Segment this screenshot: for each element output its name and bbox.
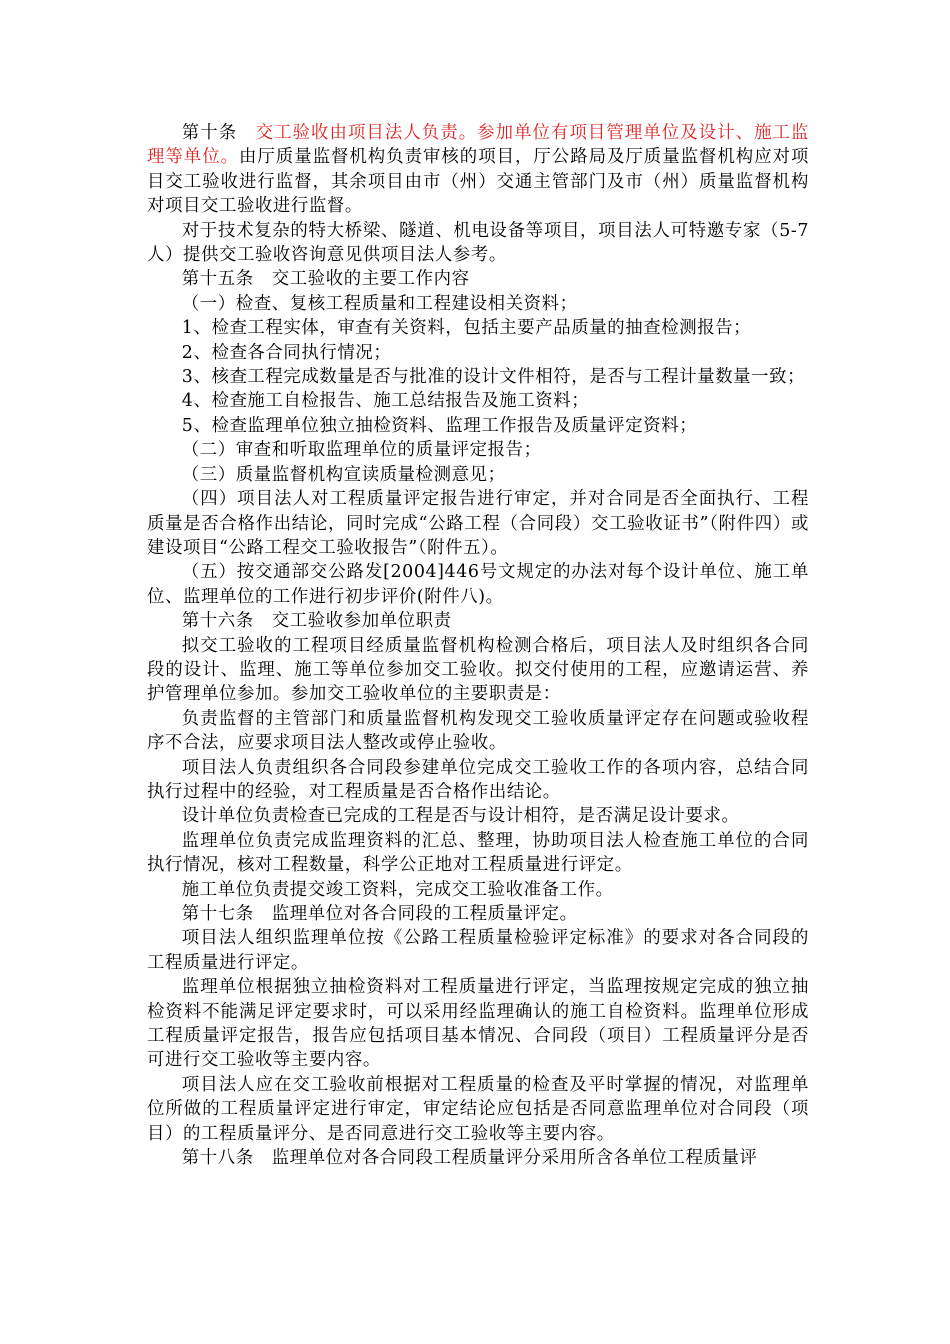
paragraph: 监理单位根据独立抽检资料对工程质量进行评定，当监理按规定完成的独立抽检资料不能满足评定要求时，可以采用经监理确认的施工自检资料。监理单位形成工程质量评定报告，报告应包括项目基本情况、合同段（项目）工程质量评分是否可进行交工验收等主要内容。	[147, 977, 809, 1071]
list-item: （四）项目法人对工程质量评定报告进行审定，并对合同是否全面执行、工程质量是否合格作出结论，同时完成“公路工程（合同段）交工验收证书”（附件四）或建设项目“公路工程交工验收报告”（附件五）。	[147, 489, 809, 558]
article-10-highlight: 交工验收由项目法人负责。参加单位有项目管理单位及设计、施工监理等单位。	[147, 123, 809, 168]
document-page	[147, 121, 809, 1170]
paragraph: 拟交工验收的工程项目经质量监督机构检测合格后，项目法人及时组织各合同段的设计、监理、施工等单位参加交工验收。拟交付使用的工程，应邀请运营、养护管理单位参加。参加交工验收单位的主要职责是：	[147, 635, 809, 705]
list-item: （五）按交通部交公路发[2004]446号文规定的办法对每个设计单位、施工单位、监理单位的工作进行初步评价(附件八)。	[147, 562, 809, 607]
list-item: （一）检查、复核工程质量和工程建设相关资料；	[181, 293, 578, 314]
list-item: 4、检查施工自检报告、施工总结报告及施工资料；	[181, 391, 590, 412]
paragraph: 对于技术复杂的特大桥梁、隧道、机电设备等项目，项目法人可特邀专家（5-7人）提供交工验收咨询意见供项目法人参考。	[147, 220, 809, 266]
list-item: 1、检查工程实体，审查有关资料，包括主要产品质量的抽查检测报告；	[181, 318, 752, 339]
article-10	[147, 121, 809, 219]
article-17-heading: 第十七条 监理单位对各合同段的工程质量评定。	[181, 904, 578, 924]
paragraph: 项目法人负责组织各合同段参建单位完成交工验收工作的各项内容，总结合同执行过程中的经验，对工程质量是否合格作出结论。	[147, 757, 809, 802]
paragraph: 设计单位负责检查已完成的工程是否与设计相符，是否满足设计要求。	[181, 806, 740, 827]
paragraph: 项目法人应在交工验收前根据对工程质量的检查及平时掌握的情况，对监理单位所做的工程质量评定进行审定，审定结论应包括是否同意监理单位对合同段（项目）的工程质量评分、是否同意进行交工验收等主要内容。	[147, 1074, 809, 1144]
article-15-heading: 第十五条 交工验收的主要工作内容	[181, 269, 470, 290]
list-item: 3、核查工程完成数量是否与批准的设计文件相符，是否与工程计量数量一致；	[181, 367, 806, 388]
article-10-rest: 由厅质量监督机构负责审核的项目，厅公路局及厅质量监督机构应对项目交工验收进行监督，其余项目由市（州）交通主管部门及市（州）质量监督机构对项目交工验收进行监督。	[147, 147, 809, 217]
paragraph: 监理单位负责完成监理资料的汇总、整理，协助项目法人检查施工单位的合同执行情况，核对工程数量，科学公正地对工程质量进行评定。	[147, 830, 809, 876]
list-item: 5、检查监理单位独立抽检资料、监理工作报告及质量评定资料；	[181, 415, 698, 436]
list-item: （三）质量监督机构宣读质量检测意见；	[181, 464, 506, 485]
article-10-label: 第十条	[181, 123, 238, 143]
article-18-heading: 第十八条 监理单位对各合同段工程质量评分采用所含各单位工程质量评	[181, 1148, 758, 1169]
paragraph: 负责监督的主管部门和质量监督机构发现交工验收质量评定存在问题或验收程序不合法，应要求项目法人整改或停止验收。	[147, 708, 809, 754]
list-item: （二）审查和听取监理单位的质量评定报告；	[181, 440, 542, 461]
paragraph: 施工单位负责提交竣工资料，完成交工验收准备工作。	[181, 879, 614, 900]
paragraph: 项目法人组织监理单位按《公路工程质量检验评定标准》的要求对各合同段的工程质量进行评定。	[147, 928, 809, 973]
article-16-heading: 第十六条 交工验收参加单位职责	[181, 611, 452, 632]
list-item: 2、检查各合同执行情况；	[181, 342, 392, 363]
